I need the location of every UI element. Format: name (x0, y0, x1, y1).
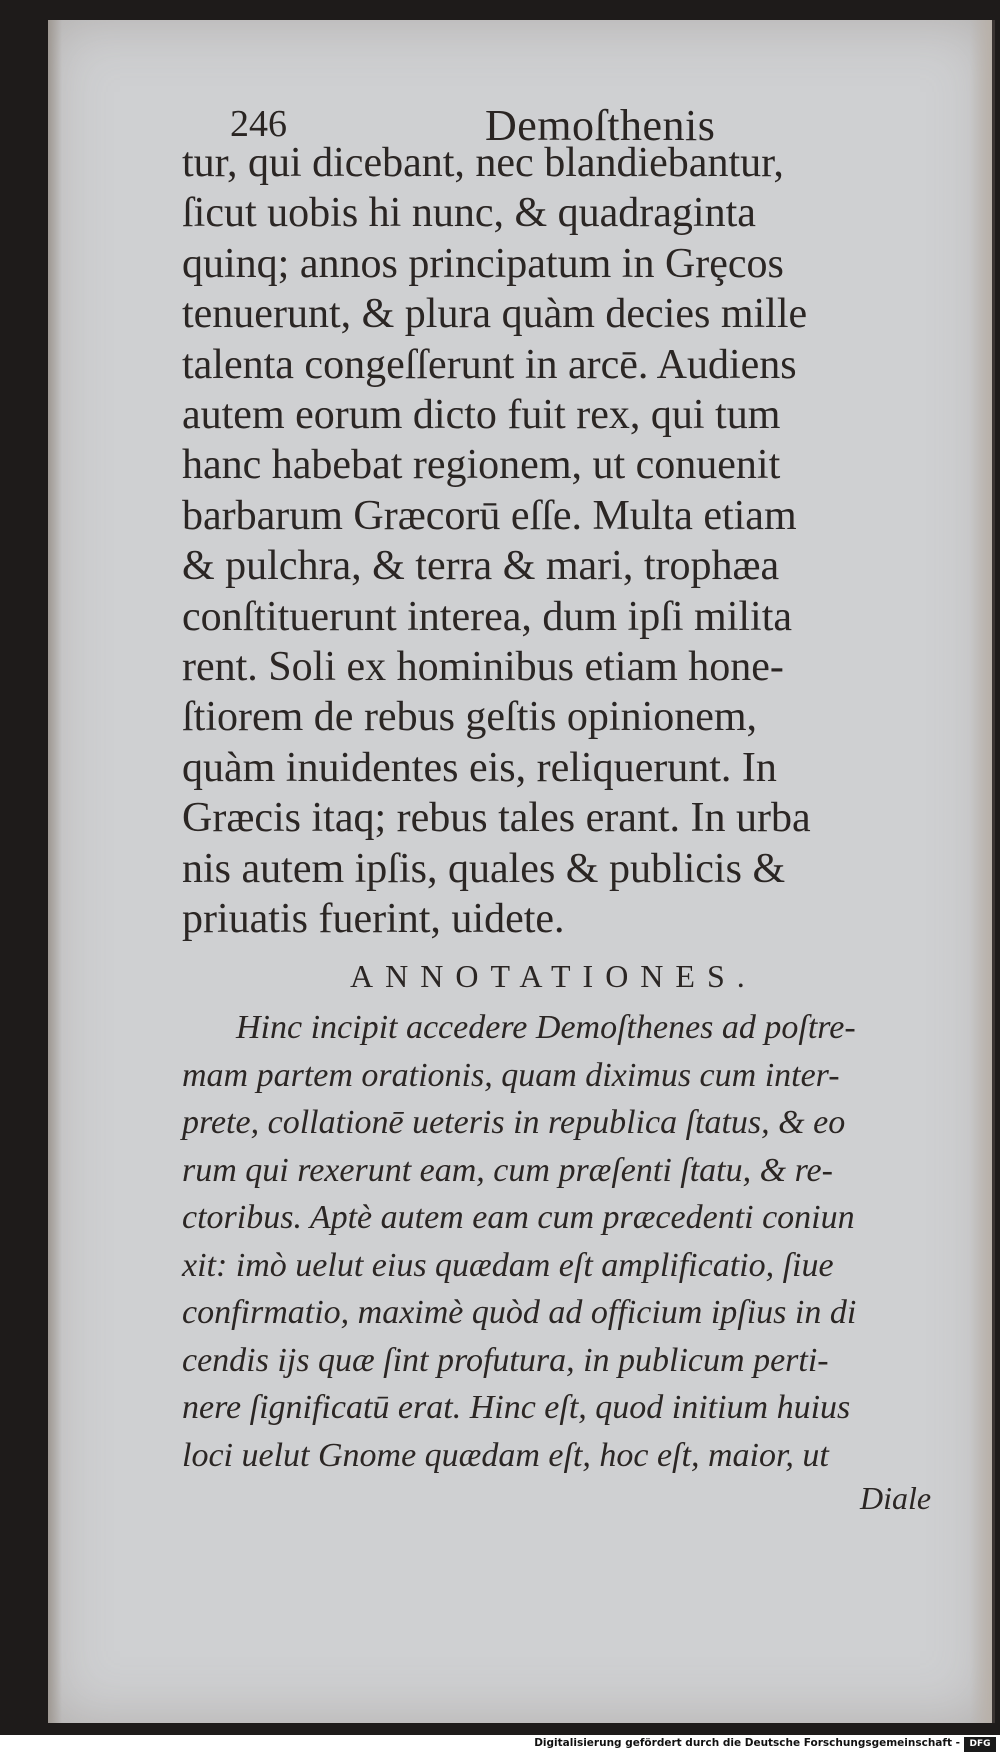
text-line: tenuerunt, & plura quàm decies mille (182, 291, 808, 338)
notes-heading: ANNOTATIONES. (350, 958, 757, 994)
annotations-text (182, 1004, 942, 1479)
text-line: nis autem ipſis, quales & publicis & (182, 845, 786, 892)
funding-credit: Digitalisierung gefördert durch die Deutsche Forschungsgemeinschaft - (534, 1737, 960, 1749)
catchword: Diale (860, 1480, 932, 1516)
note-line: rum qui rexerunt eam, cum præſenti ſtatu, & re- (182, 1151, 833, 1189)
text-line: & pulchra, & terra & mari, trophæa (182, 543, 780, 590)
running-title: Demoſthenis (485, 101, 716, 150)
text-line: Græcis itaq; rebus tales erant. In urba (182, 795, 811, 842)
note-line: mam partem orationis, quam diximus cum inter- (182, 1056, 840, 1094)
note-line: ctoribus. Aptè autem eam cum præcedenti coniun (182, 1199, 855, 1236)
text-line: ſtiorem de rebus geſtis opinionem, (182, 694, 758, 741)
text-line: ſicut uobis hi nunc, & quadraginta (182, 190, 756, 237)
note-line: loci uelut Gnome quædam eſt, hoc eſt, maior, ut (182, 1436, 829, 1474)
text-line: barbarum Græcorū eſſe. Multa etiam (182, 492, 797, 539)
text-line: conſtituerunt interea, dum ipſi milita (182, 593, 793, 640)
note-line: xit: imò uelut eius quædam eſt amplificatio, ſiue (182, 1246, 834, 1284)
main-text (182, 138, 942, 945)
text-line: tur, qui dicebant, nec blandiebantur, (182, 140, 784, 186)
text-line: quàm inuidentes eis, reliquerunt. In (182, 744, 777, 791)
text-line: hanc habebat regionem, ut conuenit (182, 442, 781, 489)
note-line: prete, collationē ueteris in republica ſtatus, & eo (182, 1104, 846, 1141)
dfg-logo: DFG (964, 1737, 996, 1752)
page-number: 246 (230, 103, 287, 145)
text-line: quinq; annos principatum in Grȩcos (182, 240, 784, 287)
text-line: rent. Soli ex hominibus etiam hone- (182, 644, 784, 691)
note-line: cendis ijs quæ ſint profutura, in publicum perti- (182, 1341, 829, 1379)
footer-bar (0, 1735, 1000, 1755)
text-line: priuatis fuerint, uidete. (182, 896, 565, 943)
text-line: autem eorum dicto fuit rex, qui tum (182, 392, 781, 439)
note-line: confirmatio, maximè quòd ad officium ipſius in di (182, 1294, 857, 1331)
note-line: Hinc incipit accedere Demoſthenes ad poſtre- (236, 1009, 856, 1046)
text-line: talenta congeſſerunt in arcē. Audiens (182, 341, 797, 388)
note-line: nere ſignificatū erat. Hinc eſt, quod initium huius (182, 1389, 851, 1426)
